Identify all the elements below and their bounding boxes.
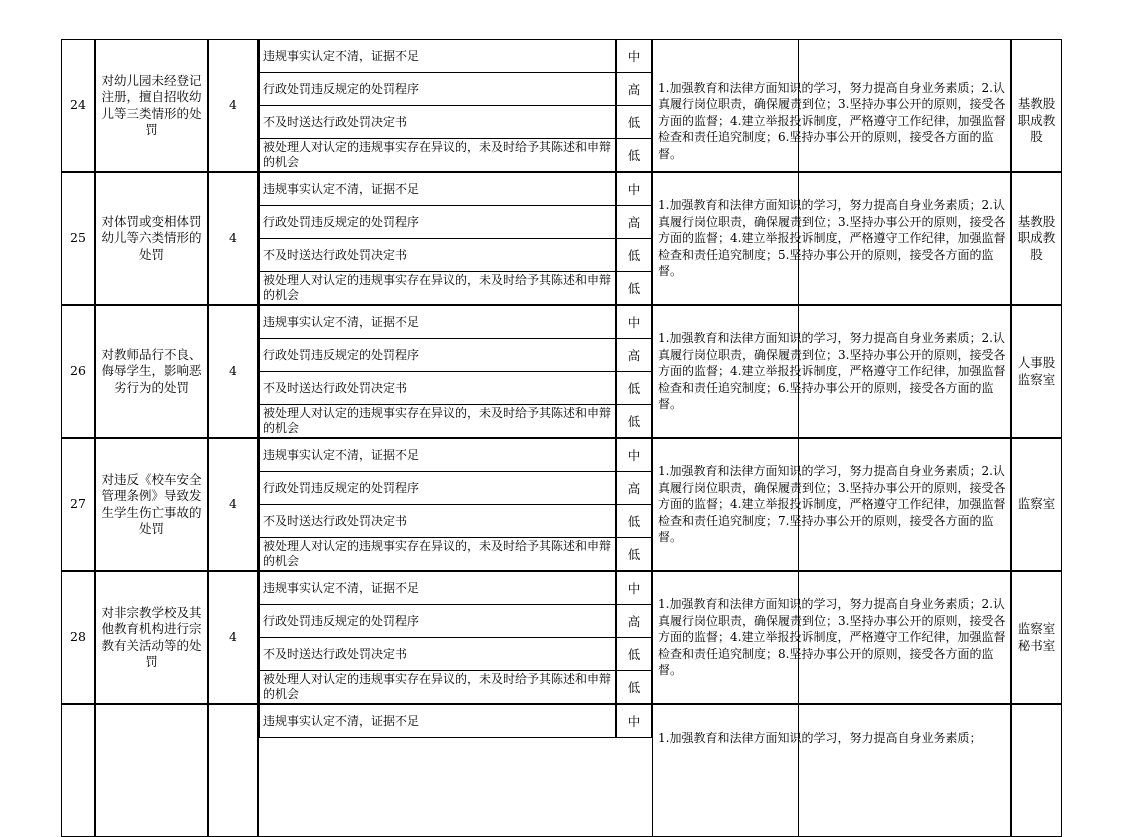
risk-point: 被处理人对认定的违规事实存在异议的，未及时给予其陈述和申辩的机会 [259, 537, 616, 571]
row-number: 28 [61, 571, 95, 704]
prevention-measures: 1.加强教育和法律方面知识的学习，努力提高自身业务素质；2.认真履行岗位职责，确保履责到位；3.坚持办事公开的原则，接受各方面的监督；4.建立举报投诉制度，严格遵守工作纪律，加强监督检查和责任追究制度；8.坚持办事公开的原则，接受各方面的监督。 [652, 571, 1011, 704]
risk-level: 高 [616, 604, 652, 638]
table-row [61, 172, 1062, 305]
risk-level: 低 [616, 238, 652, 272]
item-level: 4 [208, 305, 258, 438]
risk-point: 被处理人对认定的违规事实存在异议的，未及时给予其陈述和申辩的机会 [259, 404, 616, 438]
risk-point: 违规事实认定不清，证据不足 [259, 39, 616, 73]
item-name: 对非宗教学校及其他教育机构进行宗教有关活动等的处罚 [95, 571, 208, 704]
item-level: 4 [208, 438, 258, 571]
prevention-measures: 1.加强教育和法律方面知识的学习，努力提高自身业务素质；2.认真履行岗位职责，确保履责到位；3.坚持办事公开的原则，接受各方面的监督；4.建立举报投诉制度，严格遵守工作纪律，加强监督检查和责任追究制度；6.坚持办事公开的原则，接受各方面的监督。 [652, 305, 1011, 438]
risk-point: 行政处罚违反规定的处罚程序 [259, 604, 616, 638]
risk-level: 高 [616, 338, 652, 372]
row-number: 26 [61, 305, 95, 438]
risk-level: 中 [616, 172, 652, 206]
risk-level: 中 [616, 571, 652, 605]
risk-level: 高 [616, 205, 652, 239]
responsible-dept [1011, 704, 1062, 837]
responsible-dept: 基教股职成教股 [1011, 39, 1062, 172]
risk-point: 不及时送达行政处罚决定书 [259, 238, 616, 272]
item-level [208, 704, 258, 837]
table-row [61, 571, 1062, 704]
risk-level: 中 [616, 704, 652, 738]
risk-level: 高 [616, 471, 652, 505]
risk-level: 低 [616, 537, 652, 571]
risk-table [61, 48, 1062, 745]
prevention-measures: 1.加强教育和法律方面知识的学习，努力提高自身业务素质； [652, 704, 1011, 837]
risk-point: 违规事实认定不清，证据不足 [259, 704, 616, 738]
item-name: 对违反《校车安全管理条例》导致发生学生伤亡事故的处罚 [95, 438, 208, 571]
table-row [61, 704, 1062, 837]
risk-level: 低 [616, 271, 652, 305]
item-level: 4 [208, 571, 258, 704]
row-number: 25 [61, 172, 95, 305]
prevention-measures: 1.加强教育和法律方面知识的学习，努力提高自身业务素质；2.认真履行岗位职责，确保履责到位；3.坚持办事公开的原则，接受各方面的监督；4.建立举报投诉制度，严格遵守工作纪律，加强监督检查和责任追究制度；5.坚持办事公开的原则，接受各方面的监督。 [652, 172, 1011, 305]
risk-point: 不及时送达行政处罚决定书 [259, 637, 616, 671]
risk-level: 低 [616, 670, 652, 704]
risk-level: 低 [616, 371, 652, 405]
risk-point: 不及时送达行政处罚决定书 [259, 371, 616, 405]
risk-point: 被处理人对认定的违规事实存在异议的，未及时给予其陈述和申辩的机会 [259, 670, 616, 704]
risk-point: 行政处罚违反规定的处罚程序 [259, 72, 616, 106]
risk-point: 违规事实认定不清，证据不足 [259, 571, 616, 605]
risk-point: 违规事实认定不清，证据不足 [259, 438, 616, 472]
table-row [61, 39, 1062, 172]
table-row [61, 305, 1062, 438]
risk-level: 低 [616, 404, 652, 438]
risk-level: 低 [616, 105, 652, 139]
risk-level: 中 [616, 438, 652, 472]
item-level: 4 [208, 39, 258, 172]
risk-point: 违规事实认定不清，证据不足 [259, 305, 616, 339]
row-number: 27 [61, 438, 95, 571]
row-number [61, 704, 95, 837]
item-name: 对幼儿园未经登记注册，擅自招收幼儿等三类情形的处罚 [95, 39, 208, 172]
risk-point: 被处理人对认定的违规事实存在异议的，未及时给予其陈述和申辩的机会 [259, 138, 616, 172]
item-name: 对体罚或变相体罚幼儿等六类情形的处罚 [95, 172, 208, 305]
risk-level: 低 [616, 504, 652, 538]
risk-level: 低 [616, 637, 652, 671]
responsible-dept: 监察室秘书室 [1011, 571, 1062, 704]
risk-point: 行政处罚违反规定的处罚程序 [259, 205, 616, 239]
risk-level: 高 [616, 72, 652, 106]
responsible-dept: 人事股监察室 [1011, 305, 1062, 438]
item-name [95, 704, 208, 837]
risk-point: 不及时送达行政处罚决定书 [259, 504, 616, 538]
responsible-dept: 基教股职成教股 [1011, 172, 1062, 305]
row-number: 24 [61, 39, 95, 172]
responsible-dept: 监察室 [1011, 438, 1062, 571]
risk-level: 中 [616, 305, 652, 339]
risk-level: 低 [616, 138, 652, 172]
risk-point: 被处理人对认定的违规事实存在异议的，未及时给予其陈述和申辩的机会 [259, 271, 616, 305]
risk-point: 行政处罚违反规定的处罚程序 [259, 471, 616, 505]
prevention-measures: 1.加强教育和法律方面知识的学习，努力提高自身业务素质；2.认真履行岗位职责，确保履责到位；3.坚持办事公开的原则，接受各方面的监督；4.建立举报投诉制度，严格遵守工作纪律，加强监督检查和责任追究制度；7.坚持办事公开的原则，接受各方面的监督。 [652, 438, 1011, 571]
item-level: 4 [208, 172, 258, 305]
risk-level: 中 [616, 39, 652, 73]
item-name: 对教师品行不良、侮辱学生，影响恶劣行为的处罚 [95, 305, 208, 438]
risk-point: 不及时送达行政处罚决定书 [259, 105, 616, 139]
table-row [61, 438, 1062, 571]
risk-point: 行政处罚违反规定的处罚程序 [259, 338, 616, 372]
risk-point: 违规事实认定不清，证据不足 [259, 172, 616, 206]
prevention-measures: 1.加强教育和法律方面知识的学习，努力提高自身业务素质；2.认真履行岗位职责，确保履责到位；3.坚持办事公开的原则，接受各方面的监督；4.建立举报投诉制度，严格遵守工作纪律，加强监督检查和责任追究制度；6.坚持办事公开的原则，接受各方面的监督。 [652, 39, 1011, 172]
